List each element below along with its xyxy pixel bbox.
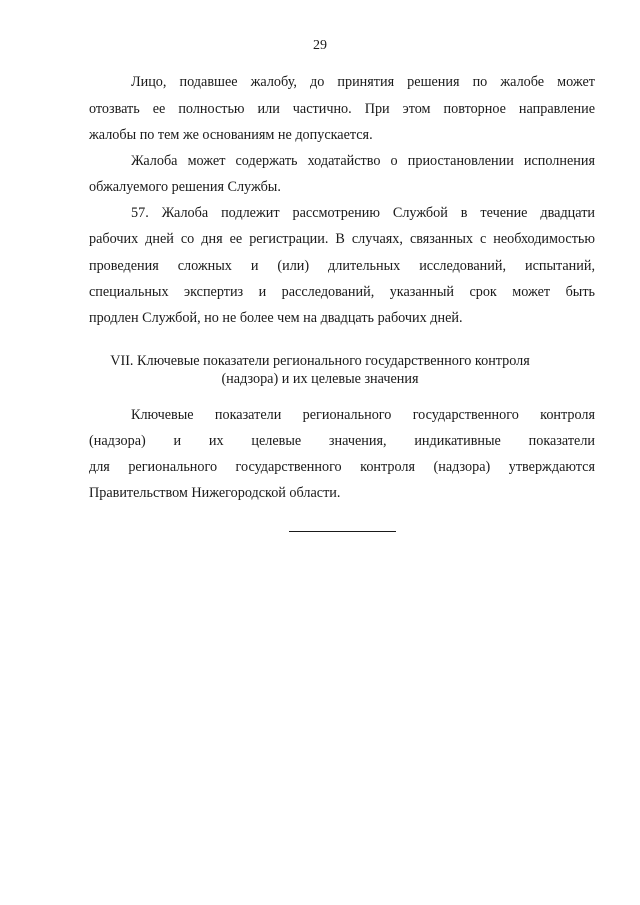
section-body-line-1: Ключевые показатели регионального государственного контроля [131,407,595,423]
page-number: 29 [313,38,327,53]
paragraph-3-line-1: 57. Жалоба подлежит рассмотрению Службой в течение двадцати [131,205,595,221]
paragraph-2-line-1: Жалоба может содержать ходатайство о приостановлении исполнения [131,153,595,169]
section-body-line-4: Правительством Нижегородской области. [89,485,341,501]
paragraph-2-line-2: обжалуемого решения Службы. [89,179,281,195]
section-body-line-3: для регионального государственного контроля (надзора) утверждаются [89,459,595,475]
paragraph-1-line-1: Лицо, подавшее жалобу, до принятия решения по жалобе может [131,74,595,90]
paragraph-3-line-4: специальных экспертиз и расследований, указанный срок может быть [89,284,595,300]
section-heading-line-1: VII. Ключевые показатели регионального государственного контроля [110,353,530,369]
paragraph-3-line-5: продлен Службой, но не более чем на двадцать рабочих дней. [89,310,463,326]
paragraph-3-line-3: проведения сложных и (или) длительных исследований, испытаний, [89,258,595,274]
section-heading-line-2: (надзора) и их целевые значения [221,371,419,387]
paragraph-1-line-2: отозвать ее полностью или частично. При этом повторное направление [89,101,595,117]
section-body-line-2: (надзора) и их целевые значения, индикативные показатели [89,433,595,449]
paragraph-3-line-2: рабочих дней со дня ее регистрации. В случаях, связанных с необходимостью [89,231,595,247]
closing-rule [289,531,396,532]
paragraph-1-line-3: жалобы по тем же основаниям не допускается. [89,127,373,143]
